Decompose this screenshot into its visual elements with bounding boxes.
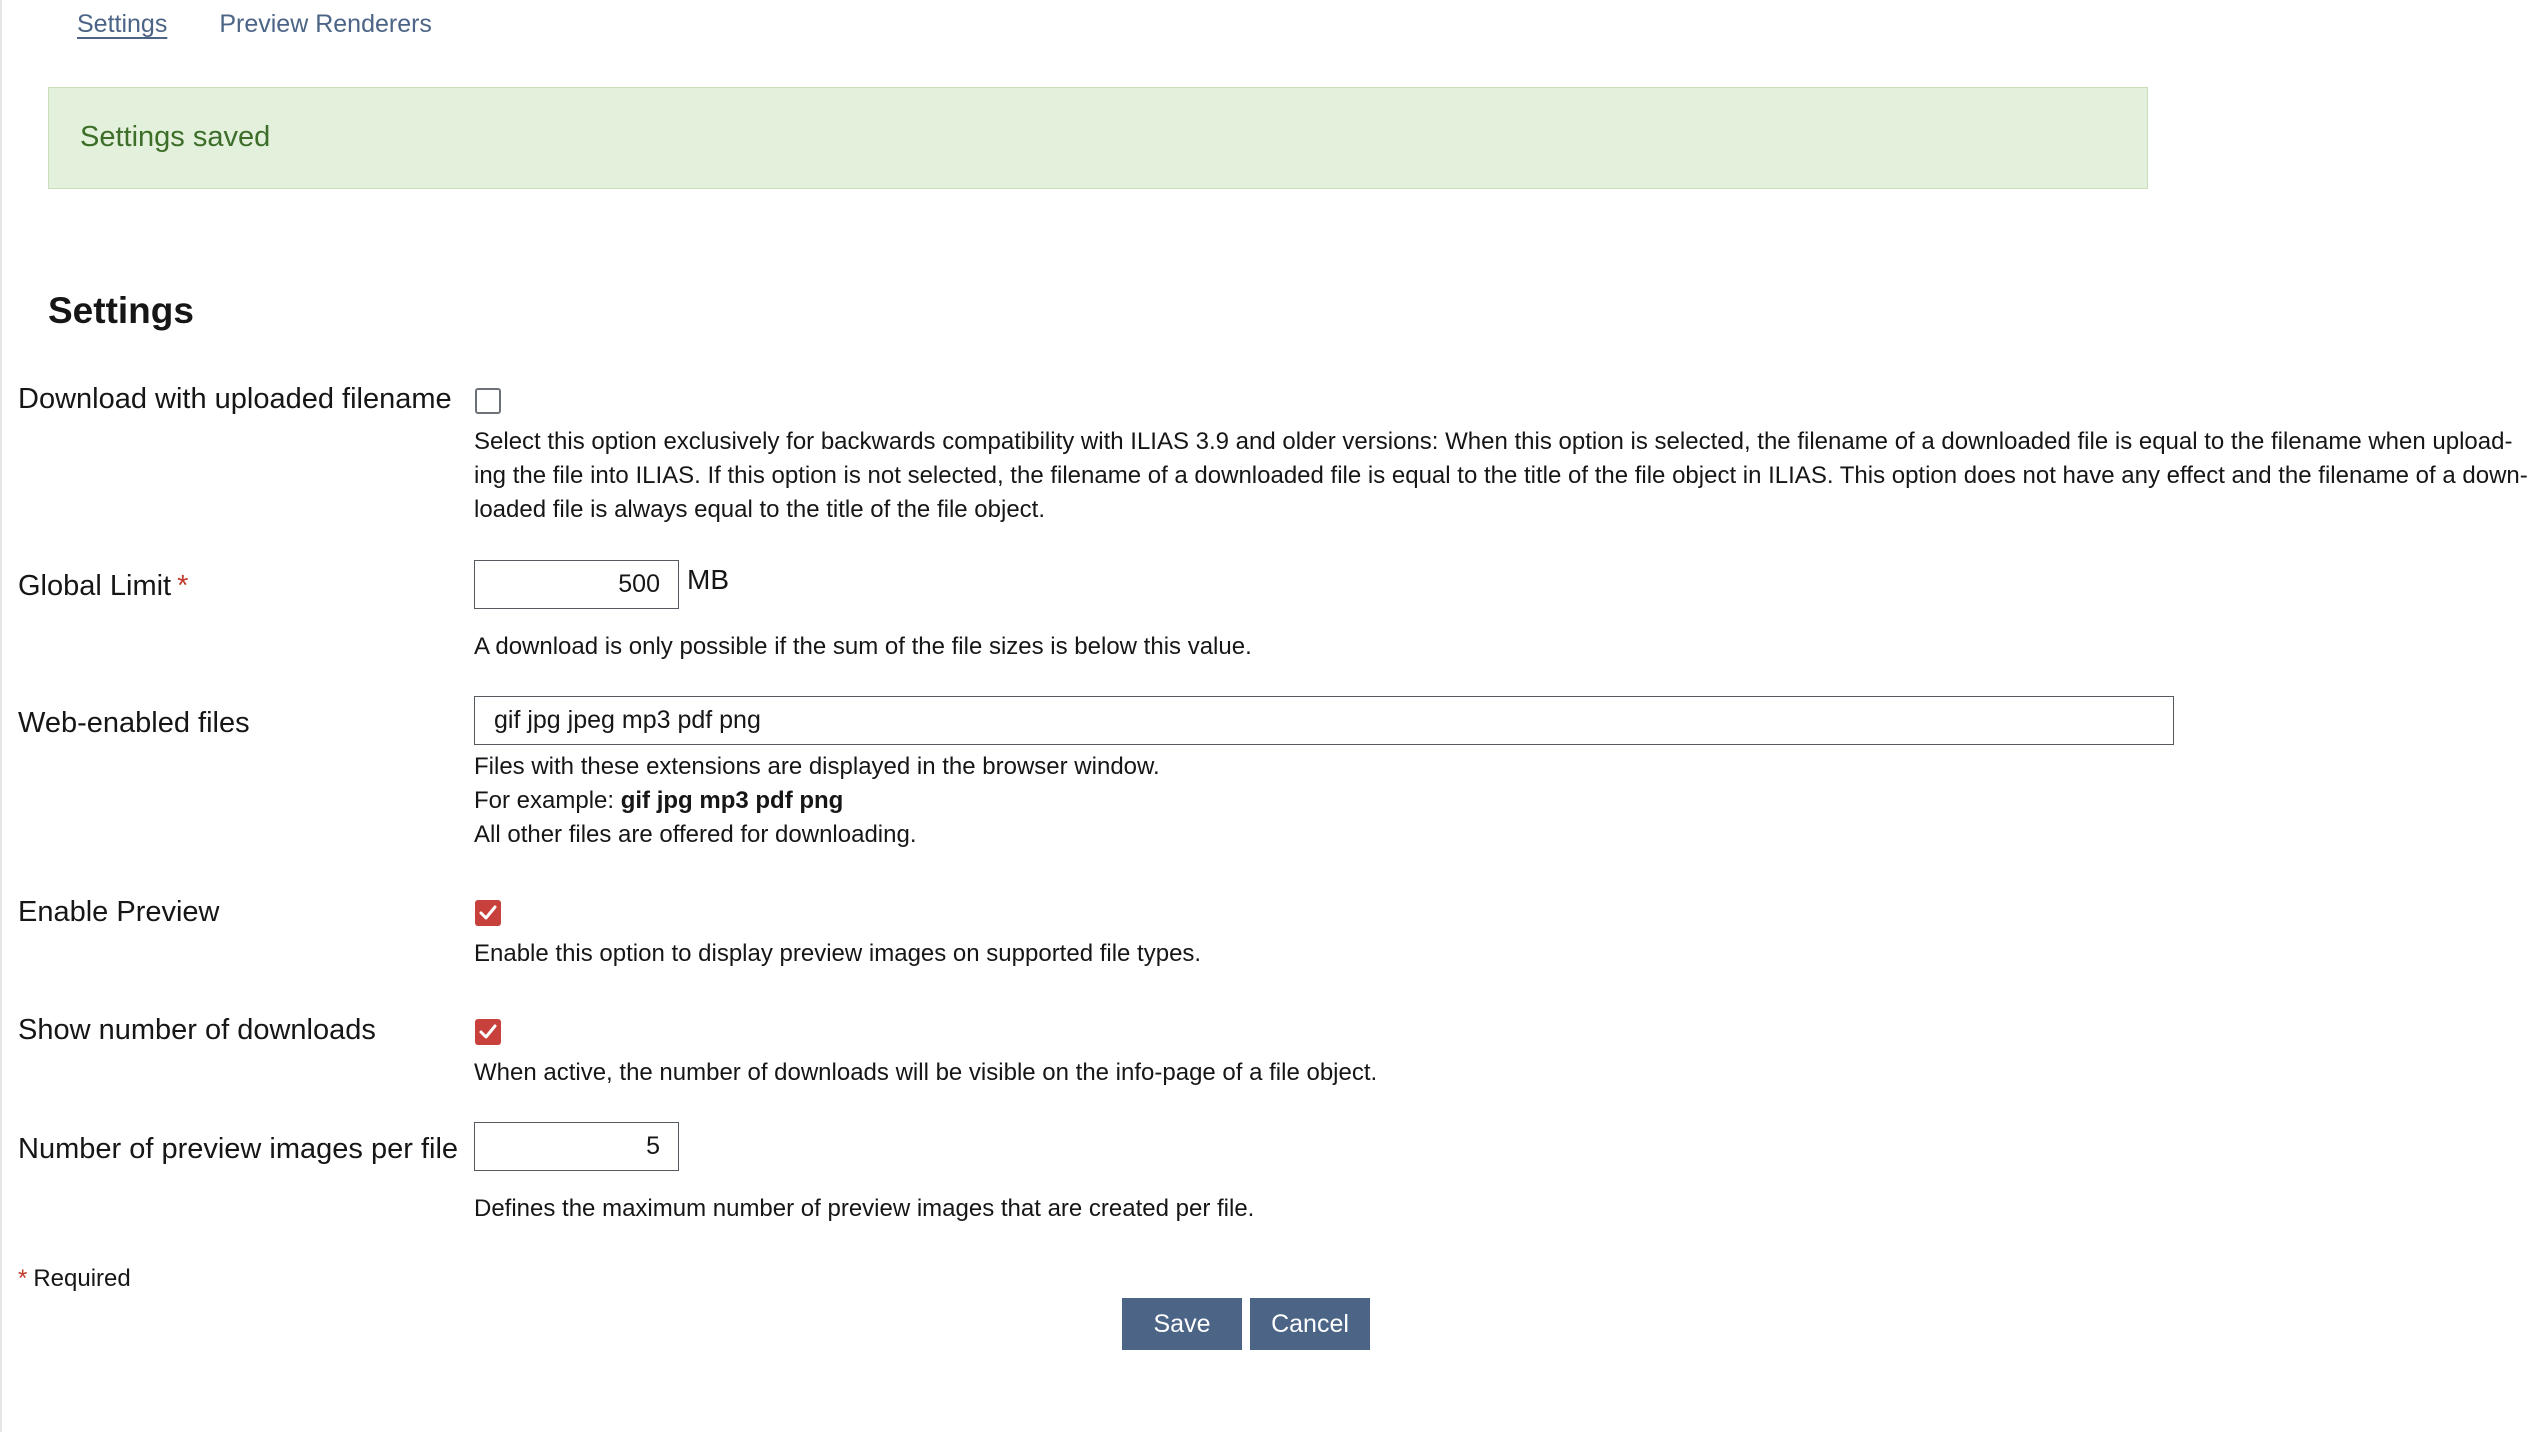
download-filename-info-line-2: ing the file into ILIAS. If this option is not selected, the filename of a downloaded file is equal to the title of the file object in ILIAS. This option does not have any effect and the filename of a down- bbox=[474, 462, 2528, 489]
tab-preview-renderers[interactable]: Preview Renderers bbox=[219, 10, 432, 38]
web-enabled-files-input[interactable] bbox=[474, 696, 2174, 745]
cancel-button[interactable]: Cancel bbox=[1250, 1298, 1370, 1350]
download-filename-info-line-1: Select this option exclusively for backwards compatibility with ILIAS 3.9 and older versions: When this option is selected, the filename of a downloaded file is equal to the filename when upload- bbox=[474, 428, 2513, 455]
download-filename-label: Download with uploaded filename bbox=[18, 383, 452, 415]
global-limit-info: A download is only possible if the sum of the file sizes is below this value. bbox=[474, 633, 1252, 660]
preview-images-info: Defines the maximum number of preview images that are created per file. bbox=[474, 1195, 1255, 1222]
global-limit-label bbox=[18, 570, 188, 603]
tab-settings[interactable]: Settings bbox=[77, 10, 168, 38]
web-enabled-files-example-value: gif jpg mp3 pdf png bbox=[620, 787, 844, 814]
web-enabled-files-info-line-1: Files with these extensions are displayed in the browser window. bbox=[474, 753, 1160, 780]
global-limit-input[interactable] bbox=[474, 560, 679, 609]
web-enabled-files-info-line-2 bbox=[474, 784, 843, 818]
preview-images-label: Number of preview images per file bbox=[18, 1133, 459, 1165]
enable-preview-label: Enable Preview bbox=[18, 896, 220, 928]
success-message-text: Settings saved bbox=[80, 121, 271, 153]
sub-tabs bbox=[77, 10, 432, 39]
enable-preview-info: Enable this option to display preview images on supported file types. bbox=[474, 940, 1202, 967]
preview-images-input[interactable] bbox=[474, 1122, 679, 1171]
enable-preview-checkbox[interactable] bbox=[475, 900, 501, 926]
web-enabled-files-info-line-3: All other files are offered for downloading. bbox=[474, 821, 917, 848]
web-enabled-files-label: Web-enabled files bbox=[18, 707, 250, 739]
download-filename-info-line-3: loaded file is always equal to the title of the file object. bbox=[474, 496, 1046, 523]
show-downloads-info: When active, the number of downloads will be visible on the info-page of a file object. bbox=[474, 1059, 1378, 1086]
global-limit-unit: MB bbox=[687, 564, 729, 595]
show-downloads-checkbox[interactable] bbox=[475, 1019, 501, 1045]
required-note-text: Required bbox=[33, 1265, 131, 1292]
left-border bbox=[0, 0, 2, 1432]
required-star: * bbox=[177, 570, 189, 602]
section-title: Settings bbox=[48, 290, 194, 331]
success-message bbox=[48, 87, 2148, 189]
global-limit-label-text: Global Limit bbox=[18, 570, 172, 602]
required-note bbox=[18, 1265, 131, 1293]
web-enabled-files-example-prefix: For example: bbox=[474, 787, 621, 814]
save-button[interactable]: Save bbox=[1122, 1298, 1242, 1350]
download-filename-checkbox[interactable] bbox=[475, 388, 501, 414]
checkmark-icon bbox=[479, 1024, 497, 1040]
checkmark-icon bbox=[479, 905, 497, 921]
show-downloads-label: Show number of downloads bbox=[18, 1014, 376, 1046]
required-note-star: * bbox=[18, 1265, 28, 1292]
